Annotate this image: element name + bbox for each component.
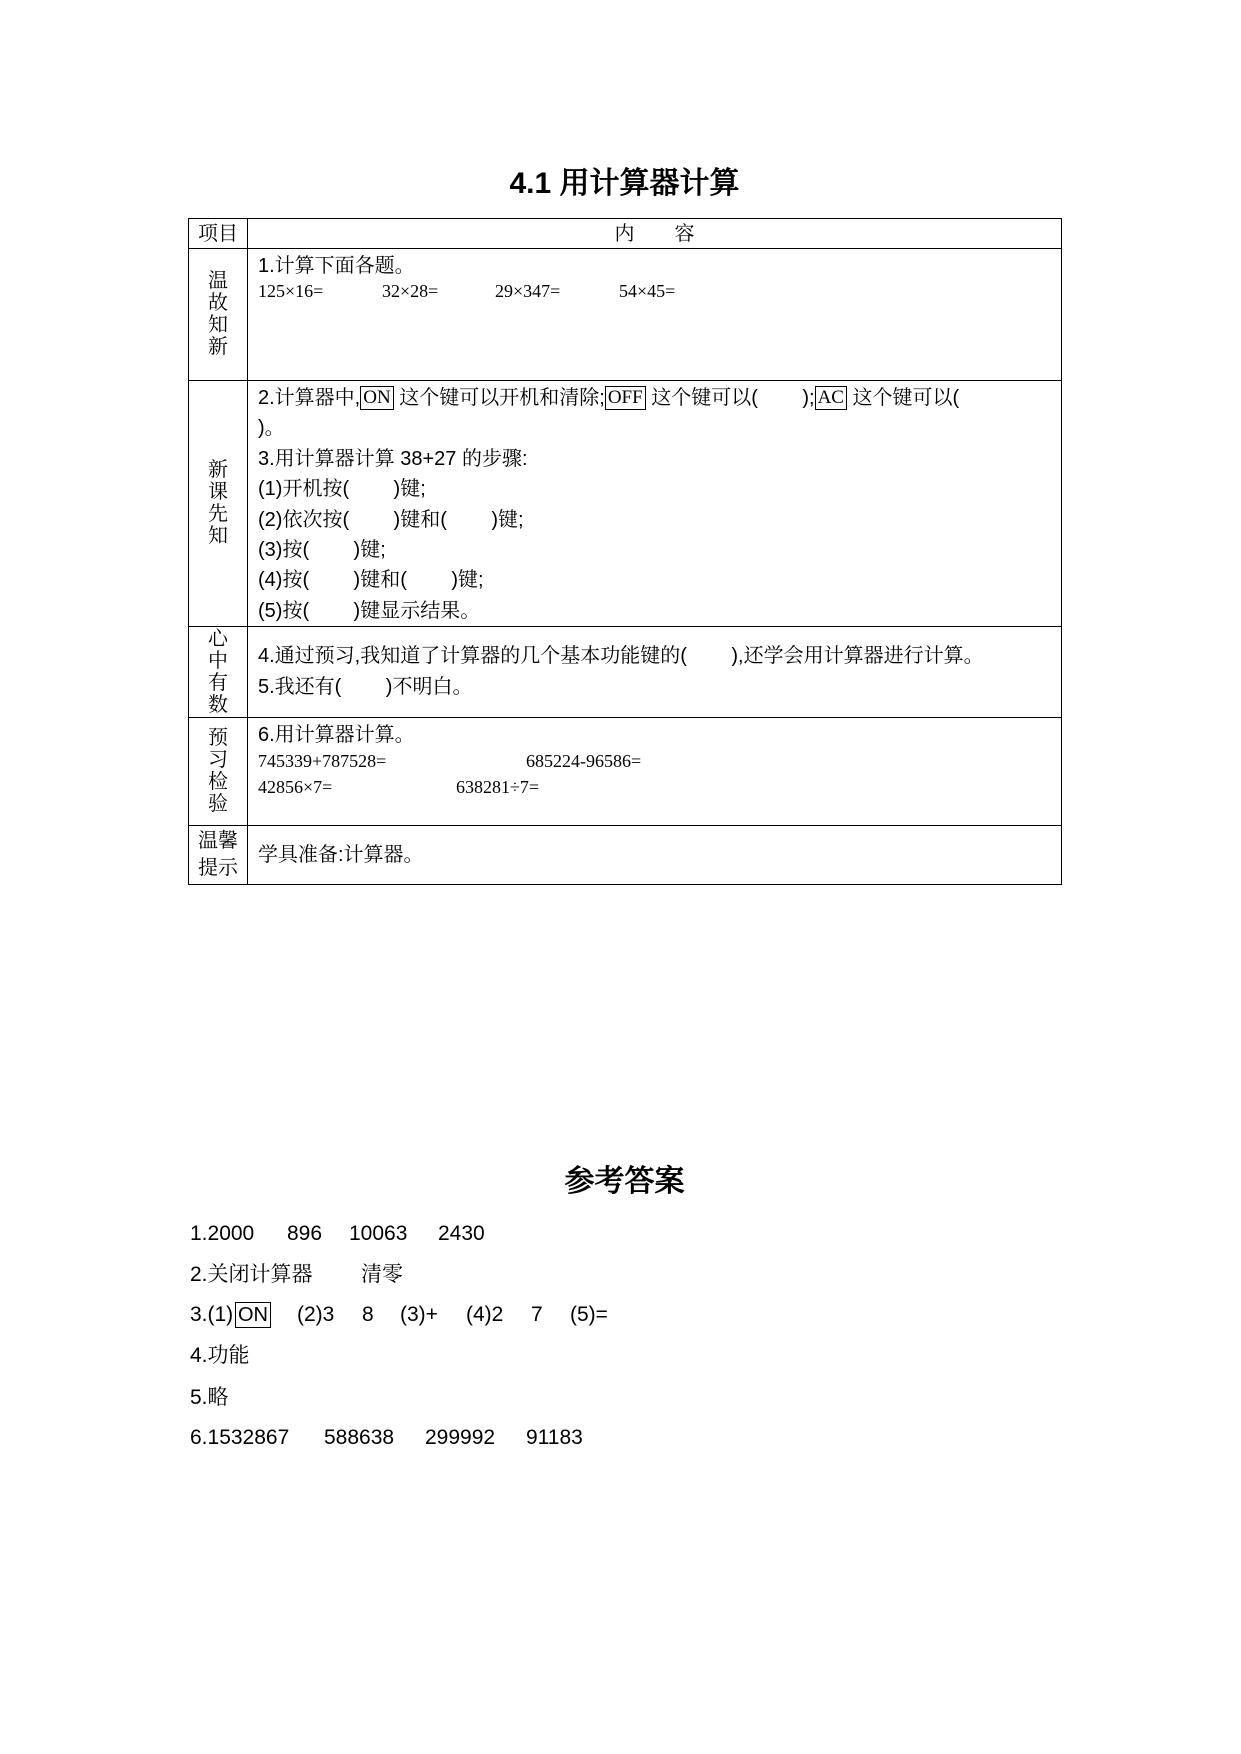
tip-label-cell — [189, 826, 248, 885]
page-title: 4.1 用计算器计算 — [509, 167, 740, 200]
question-2-text: 这个键可以( ); — [645, 387, 815, 409]
question-2-line-2: )。 — [258, 417, 285, 440]
on-key-box: ON — [360, 386, 393, 410]
exercise-item: 42856×7= — [258, 777, 333, 798]
answer-4 — [0, 1342, 1241, 1370]
answer-value: 2430 — [438, 1222, 485, 1245]
step-4: (4)按( )键和( )键; — [258, 569, 484, 592]
check-row — [189, 718, 1062, 826]
answer-value: 299992 — [425, 1426, 496, 1449]
review-row — [189, 249, 1062, 381]
answer-value: 3.(1) — [190, 1303, 234, 1326]
step-1: (1)开机按( )键; — [258, 478, 426, 501]
answer-value: 7 — [531, 1303, 543, 1326]
review-content-cell — [248, 249, 1062, 381]
tip-label-line-2: 提示 — [198, 857, 238, 880]
check-content-cell — [248, 718, 1062, 826]
answer-value: (5)= — [570, 1303, 608, 1326]
preview-label-cell — [189, 381, 248, 627]
answer-value: (2)3 — [297, 1303, 335, 1326]
preview-label: 新课先知 — [208, 459, 228, 548]
question-6: 6.用计算器计算。 — [258, 724, 415, 747]
question-2-text: 这个键可以开机和清除; — [393, 387, 605, 409]
answer-value: 1.2000 — [190, 1222, 255, 1245]
exercise-item: 125×16= — [258, 281, 324, 301]
check-label-cell — [189, 718, 248, 826]
tip-row — [189, 826, 1062, 885]
answer-value: 588638 — [324, 1426, 395, 1449]
question-1: 1.计算下面各题。 — [258, 255, 415, 277]
step-3: (3)按( )键; — [258, 538, 386, 561]
answer-2 — [0, 1261, 1241, 1289]
review-label: 温故知新 — [208, 270, 228, 358]
tip-label-line-1: 温馨 — [198, 830, 238, 853]
answer-6 — [0, 1424, 1241, 1452]
ac-key-box: AC — [815, 386, 847, 410]
reflection-content-cell — [248, 627, 1062, 718]
off-key-box: OFF — [605, 386, 646, 410]
answer-value: 8 — [362, 1303, 374, 1326]
question-2-text: 这个键可以( — [846, 387, 960, 409]
question-6-exercises-row-2 — [258, 774, 1061, 800]
tip-content-cell — [248, 826, 1062, 885]
answer-value: 2.关闭计算器 — [190, 1263, 313, 1286]
answers-title: 参考答案 — [564, 1165, 685, 1198]
question-1-exercises — [258, 279, 1061, 304]
question-4: 4.通过预习,我知道了计算器的几个基本功能键的( ),还学会用计算器进行计算。 — [258, 645, 984, 668]
table-header-row — [189, 219, 1062, 249]
answer-1 — [0, 1220, 1241, 1248]
answer-5 — [0, 1384, 1241, 1412]
on-key-box: ON — [235, 1302, 271, 1328]
exercise-item: 745339+787528= — [258, 751, 387, 772]
step-2: (2)依次按( )键和( )键; — [258, 508, 524, 531]
review-label-cell — [189, 249, 248, 381]
question-3: 3.用计算器计算 38+27 的步骤: — [258, 447, 528, 470]
reflection-row — [189, 627, 1062, 718]
question-2-text: 2.计算器中, — [258, 387, 361, 409]
answer-value: (3)+ — [400, 1303, 438, 1326]
answer-value: (4)2 — [466, 1303, 504, 1326]
answer-value: 6.1532867 — [190, 1426, 290, 1449]
check-label: 预习检验 — [208, 727, 228, 816]
step-5: (5)按( )键显示结果。 — [258, 599, 481, 622]
exercise-item: 638281÷7= — [456, 777, 540, 798]
exercise-item: 685224-96586= — [526, 751, 642, 772]
answer-value: 10063 — [349, 1222, 408, 1245]
answer-value: 清零 — [361, 1263, 403, 1286]
reflection-label: 心中有数 — [208, 627, 228, 716]
question-6-exercises-row-1 — [258, 748, 1061, 774]
header-content: 内 容 — [248, 219, 1062, 249]
preview-row — [189, 381, 1062, 627]
tip-text: 学具准备:计算器。 — [258, 844, 424, 867]
answer-3 — [0, 1301, 1241, 1329]
exercise-item: 54×45= — [619, 281, 676, 301]
answer-value: 5.略 — [190, 1386, 229, 1409]
question-2-line-1 — [258, 383, 1061, 413]
preview-content-cell — [248, 381, 1062, 627]
answer-value: 91183 — [526, 1426, 583, 1449]
exercise-item: 32×28= — [382, 281, 439, 301]
header-item: 项目 — [189, 219, 248, 249]
answer-value: 4.功能 — [190, 1344, 250, 1367]
reflection-label-cell — [189, 627, 248, 718]
question-5: 5.我还有( )不明白。 — [258, 676, 473, 699]
exercise-item: 29×347= — [495, 281, 561, 301]
answer-value: 896 — [287, 1222, 323, 1245]
worksheet-table — [188, 218, 1062, 885]
